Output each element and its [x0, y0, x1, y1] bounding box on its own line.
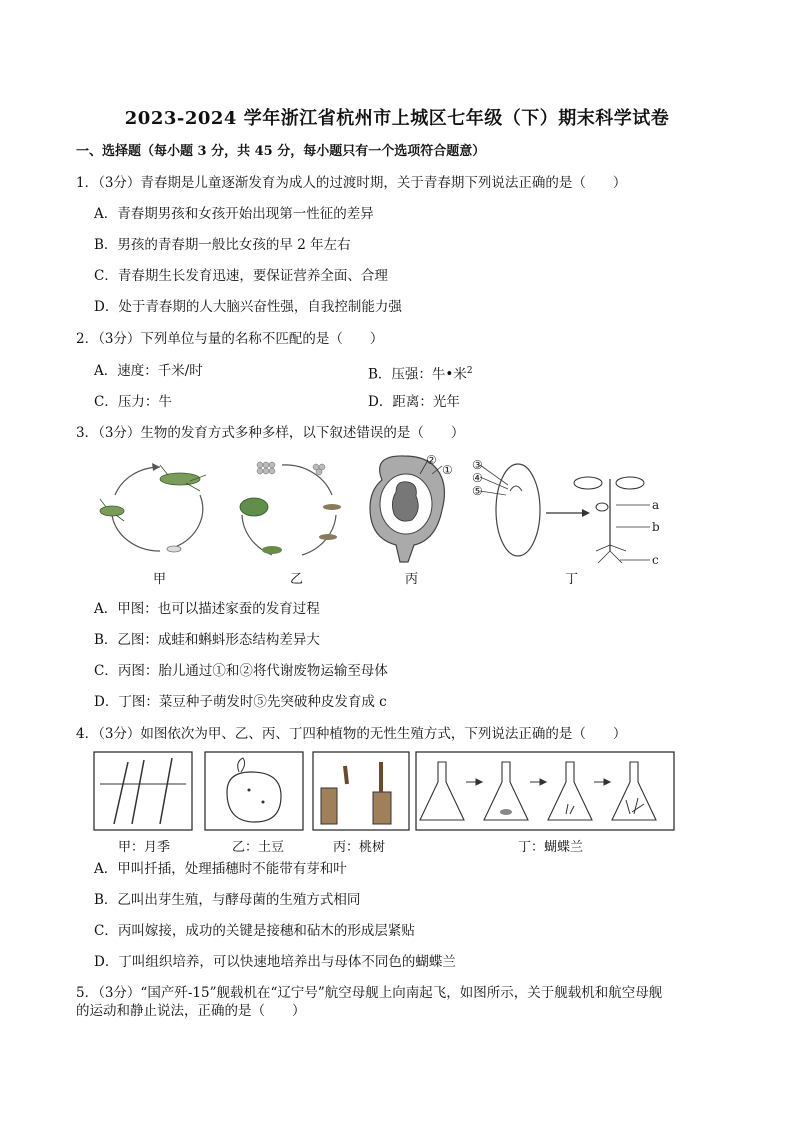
- figure-grasshopper-cycle: [90, 455, 220, 565]
- q4-caption-yi: 乙：土豆: [232, 840, 285, 855]
- q2-option-b-text: B．压强：牛•米: [368, 366, 467, 383]
- figure-fetus-uterus: [362, 450, 462, 565]
- q4-caption-bing: 丙：桃树: [333, 840, 386, 855]
- q3-letter-a: a: [652, 498, 660, 512]
- q2-option-b: [368, 362, 473, 384]
- figure-peach-graft: [313, 752, 411, 832]
- q5-stem-line2: 的运动和静止说法，正确的是（ ）: [76, 1003, 306, 1019]
- q3-label-bing: 丙: [405, 572, 419, 587]
- q4-caption-ding: 丁：蝴蝶兰: [518, 840, 584, 855]
- q2-option-b-superscript: 2: [466, 366, 473, 376]
- q3-label-jia: 甲: [153, 572, 167, 587]
- q3-label-yi: 乙: [290, 572, 304, 587]
- q3-stem: 3．（3分）生物的发育方式多种多样，以下叙述错误的是（ ）: [76, 425, 465, 441]
- section-heading: 一、选择题（每小题 3 分，共 45 分，每小题只有一个选项符合题意）: [76, 144, 486, 159]
- q2-option-d: D．距离：光年: [368, 394, 460, 410]
- figure-orchid-tissue-culture: [416, 752, 676, 832]
- q4-option-b: B．乙叫出芽生殖，与酵母菌的生殖方式相同: [94, 892, 361, 908]
- q4-option-d: D．丁叫组织培养，可以快速地培养出与母体不同色的蝴蝶兰: [94, 954, 456, 970]
- q3-letter-b: b: [652, 520, 660, 534]
- q3-label-ding: 丁: [565, 572, 579, 587]
- q1-stem: 1．（3分）青春期是儿童逐渐发育为成人的过渡时期，关于青春期下列说法正确的是（ ）: [76, 175, 627, 191]
- q4-caption-jia: 甲：月季: [118, 840, 171, 855]
- q2-option-c: C．压力：牛: [94, 394, 172, 410]
- q3-marker-1: ①: [442, 463, 453, 477]
- q1-option-c: C．青春期生长发育迅速，要保证营养全面、合理: [94, 268, 388, 284]
- q1-option-a: A．青春期男孩和女孩开始出现第一性征的差异: [94, 206, 374, 222]
- q3-marker-4: ④: [472, 471, 483, 485]
- q4-option-a: A．甲叫扦插，处理插穗时不能带有芽和叶: [94, 861, 347, 877]
- q2-option-a: A．速度：千米/时: [94, 363, 203, 379]
- q1-option-d: D．处于青春期的人大脑兴奋性强，自我控制能力强: [94, 299, 402, 315]
- q3-marker-2: ②: [426, 453, 437, 467]
- q4-stem: 4．（3分）如图依次为甲、乙、丙、丁四种植物的无性生殖方式，下列说法正确的是（ ）: [76, 726, 627, 742]
- q2-stem: 2．（3分）下列单位与量的名称不匹配的是（ ）: [76, 331, 384, 347]
- q3-option-a: A．甲图：也可以描述家蚕的发育过程: [94, 601, 320, 617]
- q4-option-c: C．丙叫嫁接，成功的关键是接穗和砧木的形成层紧贴: [94, 923, 415, 939]
- figure-frog-cycle: [232, 455, 352, 565]
- q1-option-b: B．男孩的青春期一般比女孩的早 2 年左右: [94, 237, 351, 253]
- q3-option-b: B．乙图：成蛙和蝌蚪形态结构差异大: [94, 632, 320, 648]
- q3-marker-3: ③: [472, 458, 483, 472]
- q3-option-d: D．丁图：菜豆种子萌发时⑤先突破种皮发育成 c: [94, 694, 387, 710]
- q5-stem-line1: 5．（3分）“国产歼-15”舰载机在“辽宁号”航空母舰上向南起飞，如图所示，关于舰载机和航空母舰: [76, 985, 663, 1001]
- figure-rose-cutting: [94, 752, 194, 832]
- figure-bean-seedling: [470, 455, 670, 565]
- q3-letter-c: c: [652, 553, 659, 567]
- page-title: 2023-2024 学年浙江省杭州市上城区七年级（下）期末科学试卷: [124, 108, 670, 129]
- figure-potato: [205, 752, 305, 832]
- q3-option-c: C．丙图：胎儿通过①和②将代谢废物运输至母体: [94, 663, 388, 679]
- q3-marker-5: ⑤: [472, 484, 483, 498]
